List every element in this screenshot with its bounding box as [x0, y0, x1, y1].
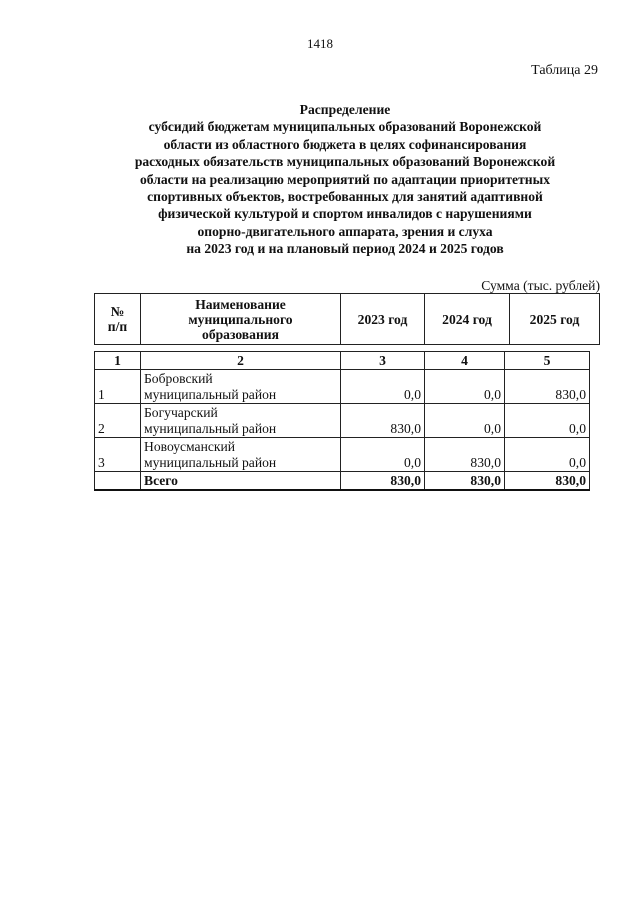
document-title	[90, 101, 600, 258]
title-line: области на реализацию мероприятий по адаптации приоритетных	[139, 171, 551, 187]
value-2023: 0,0	[341, 370, 425, 404]
column-number: 3	[341, 352, 425, 370]
header-num: № п/п	[95, 294, 141, 345]
title-line: спортивных объектов, востребованных для занятий адаптивной	[147, 189, 543, 205]
title-line: расходных обязательств муниципальных образований Воронежской	[134, 154, 556, 170]
value-2025: 0,0	[505, 438, 590, 472]
district-name: Бобровский муниципальный район	[141, 370, 341, 404]
page-number: 1418	[307, 36, 333, 51]
column-number: 2	[141, 352, 341, 370]
value-2025: 0,0	[505, 404, 590, 438]
title-line: Распределение	[299, 102, 391, 117]
row-index: 3	[95, 438, 141, 472]
value-2024: 0,0	[425, 404, 505, 438]
value-2024: 830,0	[425, 438, 505, 472]
column-number-row	[95, 352, 590, 370]
total-2024: 830,0	[425, 472, 505, 491]
district-name: Новоусманский муниципальный район	[141, 438, 341, 472]
value-2023: 0,0	[341, 438, 425, 472]
title-line: опорно-двигательного аппарата, зрения и слуха	[197, 223, 493, 239]
column-number: 4	[425, 352, 505, 370]
district-name: Богучарский муниципальный район	[141, 404, 341, 438]
total-label: Всего	[141, 472, 341, 491]
header-name: Наименование муниципального образования	[141, 294, 341, 345]
total-2025: 830,0	[505, 472, 590, 491]
table-row	[95, 404, 590, 438]
total-index-cell	[95, 472, 141, 491]
value-2025: 830,0	[505, 370, 590, 404]
title-line: на 2023 год и на плановый период 2024 и 2025 годов	[186, 241, 504, 257]
row-index: 2	[95, 404, 141, 438]
header-2025: 2025 год	[510, 294, 600, 345]
title-line: физической культурой и спортом инвалидов с нарушениями	[158, 206, 532, 222]
units-label: Сумма (тыс. рублей)	[481, 278, 600, 293]
column-number: 1	[95, 352, 141, 370]
row-index: 1	[95, 370, 141, 404]
table-header	[94, 293, 600, 345]
title-line: области из областного бюджета в целях софинансирования	[163, 136, 527, 152]
total-row	[95, 472, 590, 491]
header-2023: 2023 год	[341, 294, 425, 345]
table-row	[95, 438, 590, 472]
total-2023: 830,0	[341, 472, 425, 491]
column-number: 5	[505, 352, 590, 370]
value-2024: 0,0	[425, 370, 505, 404]
header-2024: 2024 год	[425, 294, 510, 345]
table-row	[95, 370, 590, 404]
value-2023: 830,0	[341, 404, 425, 438]
table-label: Таблица 29	[531, 63, 598, 78]
data-table	[94, 351, 590, 491]
title-line: субсидий бюджетам муниципальных образований Воронежской	[148, 119, 542, 135]
